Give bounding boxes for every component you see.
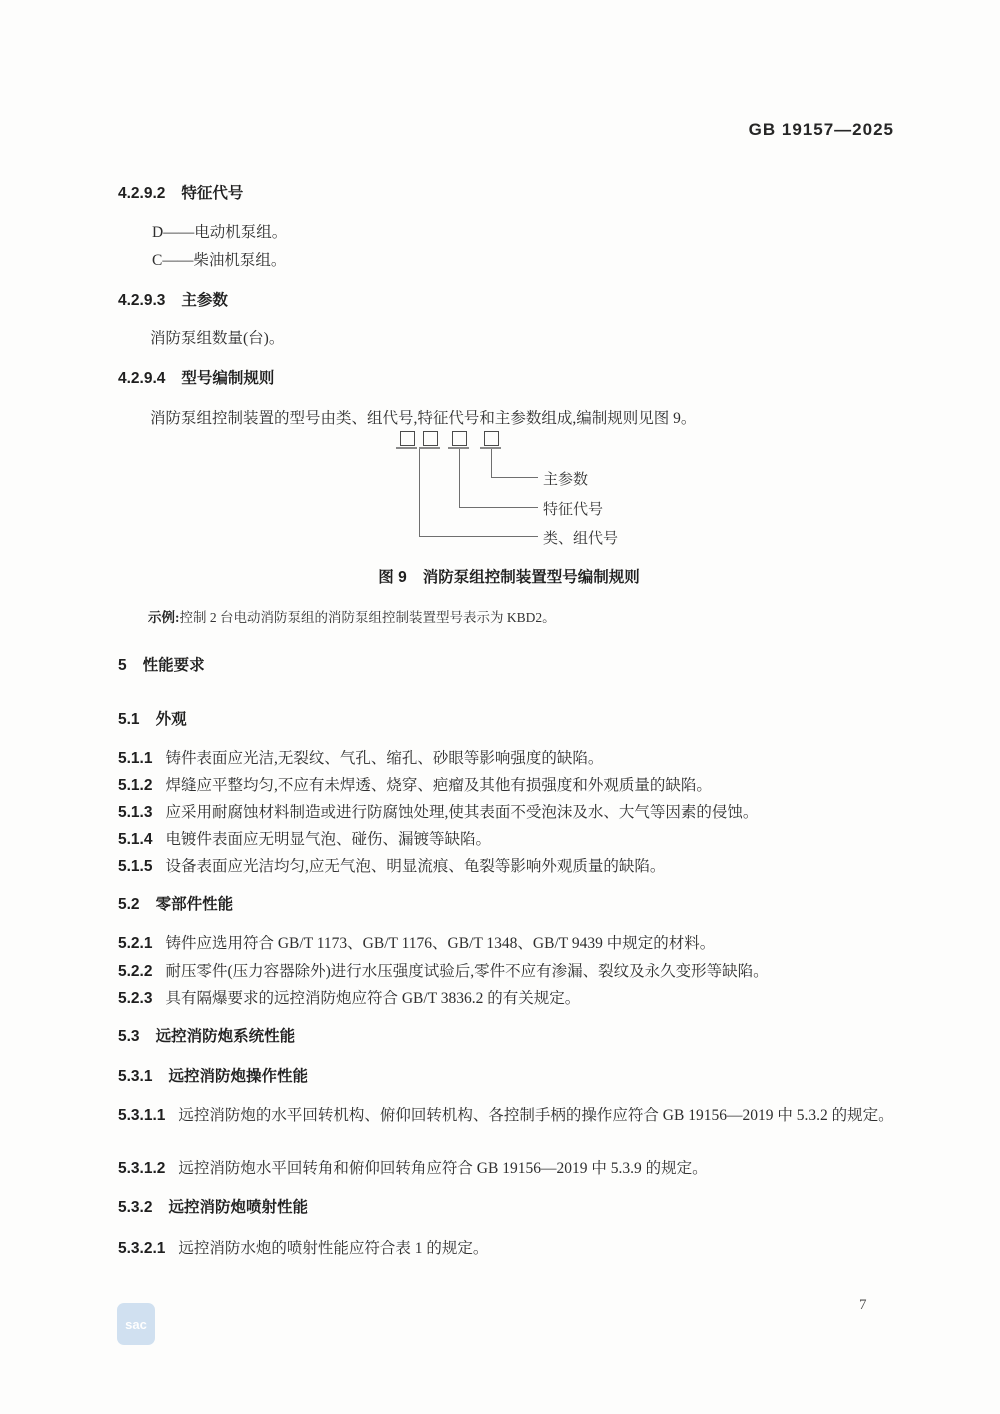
- clause-number: 5.1.3: [118, 804, 153, 821]
- heading-title: 外观: [155, 711, 187, 728]
- clause-5-1-1: [118, 745, 900, 772]
- clause-number: 5.1.5: [118, 858, 153, 875]
- clause-number: 5.3.1.1: [118, 1107, 166, 1124]
- model-code-box-4: [484, 431, 499, 446]
- clause-5-3-2-1: [118, 1235, 900, 1262]
- clause-5-1-2: [118, 772, 900, 799]
- heading-title: 型号编制规则: [181, 370, 275, 387]
- heading-title: 零部件性能: [155, 896, 234, 913]
- figure-label-class-group-code: 类、组代号: [543, 531, 619, 547]
- clause-text: 具有隔爆要求的远控消防炮应符合 GB/T 3836.2 的有关规定。: [165, 990, 581, 1007]
- leader-line-feature-horizontal: [459, 507, 538, 508]
- heading-5-3: [118, 1024, 295, 1046]
- clause-text: 远控消防水炮的喷射性能应符合表 1 的规定。: [178, 1240, 489, 1257]
- clause-5-1-3: [118, 799, 900, 826]
- model-code-box-1: [400, 431, 415, 446]
- leader-line-mainparam-horizontal: [491, 477, 538, 478]
- heading-number: 4.2.9.4: [118, 370, 166, 387]
- clause-5-1-5: [118, 853, 900, 880]
- heading-5-2: [118, 892, 233, 914]
- clause-text: 远控消防炮的水平回转机构、俯仰回转机构、各控制手柄的操作应符合 GB 19156—2019 中 5.3.2 的规定。: [178, 1107, 894, 1124]
- leader-line-class-group-horizontal: [419, 536, 538, 537]
- model-code-box-2: [423, 431, 438, 446]
- figure-caption-number: 图 9: [378, 569, 407, 586]
- heading-number: 5.1: [118, 711, 140, 728]
- example-text: 控制 2 台电动消防泵组的消防泵组控制装置型号表示为 KBD2。: [179, 610, 556, 625]
- heading-4-2-9-3: [118, 288, 228, 310]
- paragraph-main-param: 消防泵组数量(台)。: [150, 330, 285, 347]
- sac-logo: sac: [117, 1303, 155, 1345]
- leader-line-mainparam-vertical: [491, 449, 492, 477]
- heading-5-1: [118, 707, 187, 729]
- heading-number: 5: [118, 657, 127, 674]
- definition-item-c: C——柴油机泵组。: [152, 252, 287, 269]
- box-1-underline: [396, 447, 417, 449]
- clause-number: 5.2.1: [118, 935, 153, 952]
- clause-number: 5.1.2: [118, 777, 153, 794]
- clause-5-2-3: [118, 985, 900, 1012]
- heading-4-2-9-2: [118, 181, 243, 203]
- clause-number: 5.2.2: [118, 963, 153, 980]
- clause-number: 5.3.1.2: [118, 1160, 166, 1177]
- example-label: 示例:: [148, 610, 180, 625]
- heading-number: 5.3: [118, 1028, 140, 1045]
- paragraph-model-rule: 消防泵组控制装置的型号由类、组代号,特征代号和主参数组成,编制规则见图 9。: [150, 410, 697, 427]
- clause-text: 铸件应选用符合 GB/T 1173、GB/T 1176、GB/T 1348、GB/T 9439 中规定的材料。: [165, 935, 716, 952]
- clause-text: 远控消防炮水平回转角和俯仰回转角应符合 GB 19156—2019 中 5.3.9 的规定。: [178, 1160, 708, 1177]
- heading-number: 5.3.1: [118, 1068, 153, 1085]
- heading-number: 4.2.9.3: [118, 292, 166, 309]
- clause-text: 设备表面应光洁均匀,应无气泡、明显流痕、龟裂等影响外观质量的缺陷。: [165, 858, 666, 875]
- heading-title: 远控消防炮操作性能: [168, 1068, 308, 1085]
- clause-5-2-1: [118, 930, 900, 957]
- heading-number: 5.3.2: [118, 1199, 153, 1216]
- heading-5-3-1: [118, 1064, 308, 1086]
- clause-5-3-1-1: [118, 1102, 900, 1129]
- heading-5: [118, 653, 205, 675]
- clause-text: 焊缝应平整均匀,不应有未焊透、烧穿、疤瘤及其他有损强度和外观质量的缺陷。: [165, 777, 712, 794]
- heading-title: 远控消防炮系统性能: [155, 1028, 296, 1045]
- page-number: 7: [859, 1297, 867, 1313]
- heading-title: 主参数: [181, 292, 228, 309]
- heading-title: 特征代号: [181, 185, 244, 202]
- clause-number: 5.1.4: [118, 831, 153, 848]
- figure-9-caption: [118, 565, 900, 587]
- clause-5-2-2: [118, 958, 900, 985]
- heading-number: 5.2: [118, 896, 140, 913]
- figure-label-main-param: 主参数: [543, 472, 589, 488]
- heading-4-2-9-4: [118, 366, 274, 388]
- model-code-box-3: [452, 431, 467, 446]
- standard-code: GB 19157—2025: [748, 120, 894, 139]
- clause-number: 5.1.1: [118, 750, 153, 767]
- heading-5-3-2: [118, 1195, 308, 1217]
- figure-label-feature-code: 特征代号: [543, 502, 604, 518]
- definition-item-d: D——电动机泵组。: [152, 224, 288, 241]
- example-note: [148, 606, 556, 626]
- clause-number: 5.3.2.1: [118, 1240, 166, 1257]
- heading-title: 性能要求: [142, 657, 205, 674]
- clause-text: 电镀件表面应无明显气泡、碰伤、漏镀等缺陷。: [165, 831, 491, 848]
- leader-line-feature-vertical: [459, 449, 460, 507]
- figure-caption-title: 消防泵组控制装置型号编制规则: [422, 569, 640, 586]
- clause-text: 铸件表面应光洁,无裂纹、气孔、缩孔、砂眼等影响强度的缺陷。: [165, 750, 604, 767]
- clause-5-1-4: [118, 826, 900, 853]
- heading-title: 远控消防炮喷射性能: [168, 1199, 308, 1216]
- heading-number: 4.2.9.2: [118, 185, 166, 202]
- clause-number: 5.2.3: [118, 990, 153, 1007]
- leader-line-class-group-vertical: [419, 449, 420, 536]
- clause-5-3-1-2: [118, 1155, 900, 1182]
- box-2-underline: [419, 447, 440, 449]
- clause-text: 耐压零件(压力容器除外)进行水压强度试验后,零件不应有渗漏、裂纹及永久变形等缺陷。: [165, 963, 769, 980]
- clause-text: 应采用耐腐蚀材料制造或进行防腐蚀处理,使其表面不受泡沫及水、大气等因素的侵蚀。: [165, 804, 759, 821]
